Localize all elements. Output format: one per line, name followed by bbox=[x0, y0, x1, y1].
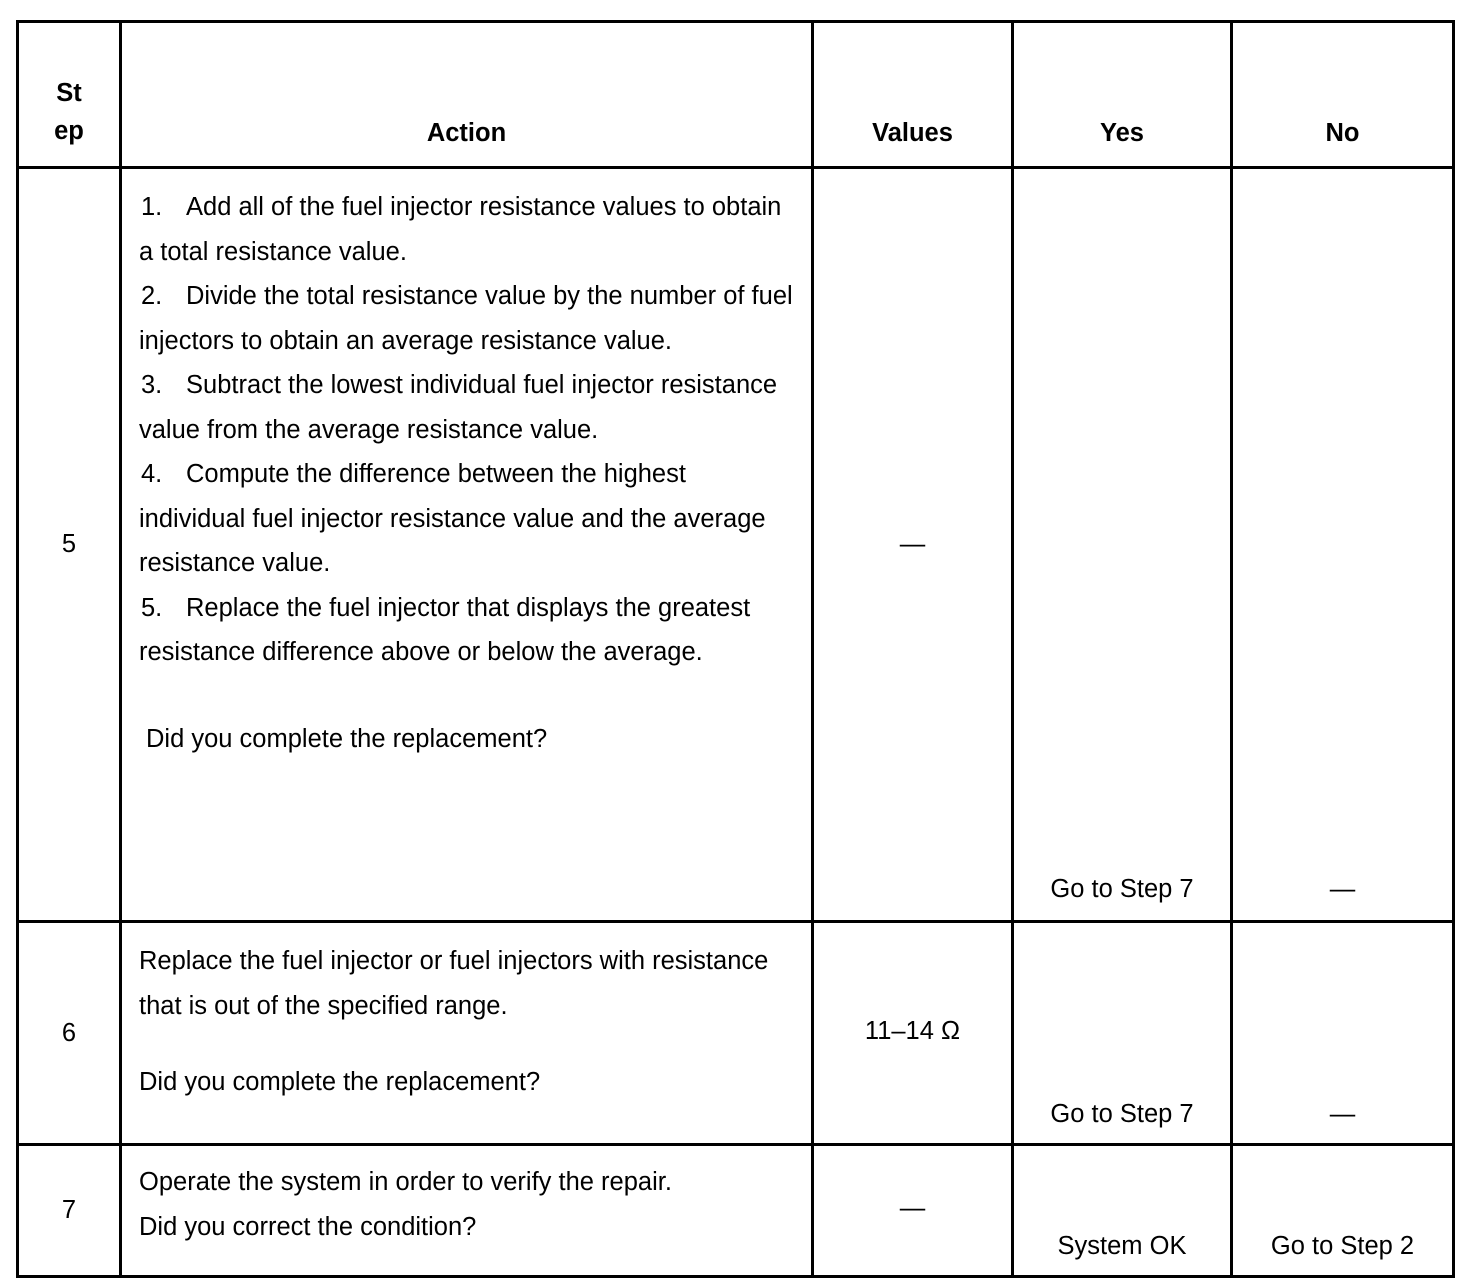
step-number: 5 bbox=[18, 168, 121, 922]
values-cell: — bbox=[813, 1145, 1013, 1277]
diagnostic-table bbox=[16, 20, 1455, 1278]
no-cell: Go to Step 2 bbox=[1232, 1145, 1454, 1277]
header-step bbox=[18, 22, 121, 168]
action-text: Operate the system in order to verify the repair. bbox=[139, 1168, 672, 1196]
action-question: Did you complete the replacement? bbox=[139, 1068, 541, 1096]
header-values: Values bbox=[813, 22, 1013, 168]
action-item: 5. Replace the fuel injector that displays the greatest resistance difference above or below the average. bbox=[139, 593, 751, 666]
values-cell: — bbox=[813, 168, 1013, 922]
action-item: 3. Subtract the lowest individual fuel injector resistance value from the average resistance value. bbox=[139, 371, 778, 444]
action-item: 4. Compute the difference between the highest individual fuel injector resistance value and the average resistance value. bbox=[139, 460, 766, 577]
header-action: Action bbox=[121, 22, 813, 168]
action-cell bbox=[121, 168, 813, 922]
table-row-step-7 bbox=[18, 1145, 1454, 1277]
values-cell: 11–14 Ω bbox=[813, 922, 1013, 1145]
yes-cell: Go to Step 7 bbox=[1013, 168, 1232, 922]
action-cell bbox=[121, 1145, 813, 1277]
yes-cell: Go to Step 7 bbox=[1013, 922, 1232, 1145]
header-step-line2: ep bbox=[54, 117, 84, 145]
header-yes: Yes bbox=[1013, 22, 1232, 168]
action-cell bbox=[121, 922, 813, 1145]
no-cell: — bbox=[1232, 168, 1454, 922]
action-item: 1. Add all of the fuel injector resistance values to obtain a total resistance value. bbox=[139, 193, 782, 266]
step-number: 7 bbox=[18, 1145, 121, 1277]
header-no: No bbox=[1232, 22, 1454, 168]
action-question: Did you correct the condition? bbox=[139, 1212, 477, 1241]
action-question: Did you complete the replacement? bbox=[146, 724, 548, 753]
action-item: 2. Divide the total resistance value by the number of fuel injectors to obtain an average resistance value. bbox=[139, 282, 793, 355]
table-row-step-5 bbox=[18, 168, 1454, 922]
header-row bbox=[18, 22, 1454, 168]
action-text: Replace the fuel injector or fuel injectors with resistance that is out of the specified range. bbox=[139, 947, 769, 1020]
no-cell: — bbox=[1232, 922, 1454, 1145]
header-step-line1: St bbox=[56, 79, 82, 107]
yes-cell: System OK bbox=[1013, 1145, 1232, 1277]
step-number: 6 bbox=[18, 922, 121, 1145]
table-row-step-6 bbox=[18, 922, 1454, 1145]
